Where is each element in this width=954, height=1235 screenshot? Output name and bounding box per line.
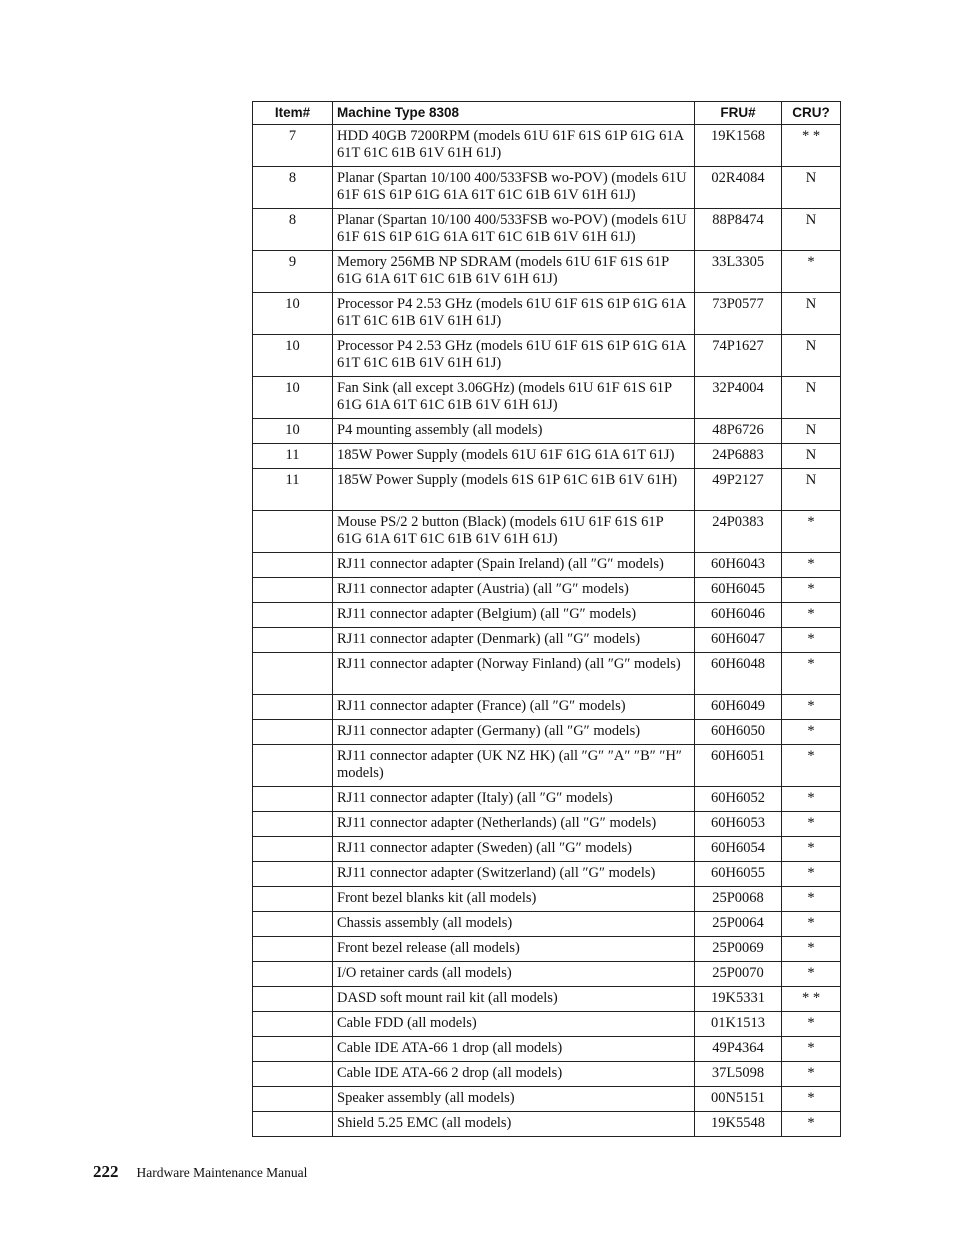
description-cell: Planar (Spartan 10/100 400/533FSB wo-POV) (models 61U 61F 61S 61P 61G 61A 61T 61C 61B 61V 61H 61J): [333, 209, 695, 251]
cru-cell: N: [782, 469, 841, 511]
description-cell: RJ11 connector adapter (Spain Ireland) (all ″G″ models): [333, 553, 695, 578]
table-row: [253, 293, 841, 335]
description-cell: Cable IDE ATA-66 2 drop (all models): [333, 1062, 695, 1087]
description-cell: Shield 5.25 EMC (all models): [333, 1112, 695, 1137]
description-cell: RJ11 connector adapter (Belgium) (all ″G″ models): [333, 603, 695, 628]
fru-cell: 60H6050: [695, 720, 782, 745]
cru-cell: N: [782, 335, 841, 377]
item-cell: [253, 603, 333, 628]
table-row: [253, 1037, 841, 1062]
cru-cell: *: [782, 812, 841, 837]
description-cell: Cable IDE ATA-66 1 drop (all models): [333, 1037, 695, 1062]
cru-cell: *: [782, 887, 841, 912]
cru-cell: *: [782, 603, 841, 628]
cru-cell: *: [782, 511, 841, 553]
cru-cell: N: [782, 293, 841, 335]
cru-cell: *: [782, 745, 841, 787]
cru-cell: *: [782, 628, 841, 653]
table-row: [253, 653, 841, 695]
item-cell: [253, 511, 333, 553]
page-footer: [93, 1162, 307, 1182]
description-cell: RJ11 connector adapter (Denmark) (all ″G″ models): [333, 628, 695, 653]
description-cell: Mouse PS/2 2 button (Black) (models 61U 61F 61S 61P 61G 61A 61T 61C 61B 61V 61H 61J): [333, 511, 695, 553]
fru-cell: 33L3305: [695, 251, 782, 293]
description-cell: Speaker assembly (all models): [333, 1087, 695, 1112]
cru-cell: *: [782, 1012, 841, 1037]
cru-cell: *: [782, 720, 841, 745]
header-cru: CRU?: [782, 102, 841, 125]
item-cell: [253, 1112, 333, 1137]
fru-cell: 60H6048: [695, 653, 782, 695]
fru-cell: 60H6052: [695, 787, 782, 812]
description-cell: Chassis assembly (all models): [333, 912, 695, 937]
cru-cell: N: [782, 419, 841, 444]
description-cell: RJ11 connector adapter (France) (all ″G″ models): [333, 695, 695, 720]
table-row: [253, 787, 841, 812]
description-cell: I/O retainer cards (all models): [333, 962, 695, 987]
header-item: Item#: [253, 102, 333, 125]
item-cell: 7: [253, 125, 333, 167]
cru-cell: N: [782, 377, 841, 419]
fru-cell: 60H6045: [695, 578, 782, 603]
cru-cell: *: [782, 787, 841, 812]
fru-cell: 48P6726: [695, 419, 782, 444]
item-cell: [253, 937, 333, 962]
table-row: [253, 745, 841, 787]
table-row: [253, 209, 841, 251]
table-row: [253, 912, 841, 937]
fru-cell: 24P6883: [695, 444, 782, 469]
item-cell: [253, 653, 333, 695]
fru-cell: 25P0069: [695, 937, 782, 962]
item-cell: [253, 862, 333, 887]
item-cell: [253, 578, 333, 603]
fru-cell: 25P0064: [695, 912, 782, 937]
fru-cell: 37L5098: [695, 1062, 782, 1087]
page-number: 222: [93, 1162, 119, 1181]
fru-cell: 00N5151: [695, 1087, 782, 1112]
description-cell: Memory 256MB NP SDRAM (models 61U 61F 61S 61P 61G 61A 61T 61C 61B 61V 61H 61J): [333, 251, 695, 293]
cru-cell: *: [782, 695, 841, 720]
description-cell: P4 mounting assembly (all models): [333, 419, 695, 444]
cru-cell: *: [782, 1112, 841, 1137]
cru-cell: *: [782, 837, 841, 862]
description-cell: Cable FDD (all models): [333, 1012, 695, 1037]
header-row: [253, 102, 841, 125]
table-row: [253, 628, 841, 653]
table-row: [253, 1087, 841, 1112]
manual-title: Hardware Maintenance Manual: [136, 1165, 308, 1180]
fru-cell: 60H6047: [695, 628, 782, 653]
header-machine-type: Machine Type 8308: [333, 102, 695, 125]
fru-cell: 60H6049: [695, 695, 782, 720]
item-cell: 10: [253, 419, 333, 444]
fru-cell: 49P4364: [695, 1037, 782, 1062]
fru-cell: 60H6046: [695, 603, 782, 628]
fru-cell: 60H6055: [695, 862, 782, 887]
table-row: [253, 251, 841, 293]
table-row: [253, 125, 841, 167]
table-body: [253, 125, 841, 1137]
table-row: [253, 1112, 841, 1137]
item-cell: 8: [253, 167, 333, 209]
item-cell: 10: [253, 377, 333, 419]
table-row: [253, 695, 841, 720]
cru-cell: *: [782, 251, 841, 293]
description-cell: RJ11 connector adapter (Norway Finland) (all ″G″ models): [333, 653, 695, 695]
item-cell: 10: [253, 335, 333, 377]
cru-cell: * *: [782, 125, 841, 167]
table-row: [253, 862, 841, 887]
description-cell: RJ11 connector adapter (Sweden) (all ″G″ models): [333, 837, 695, 862]
table-row: [253, 1062, 841, 1087]
fru-cell: 73P0577: [695, 293, 782, 335]
item-cell: [253, 553, 333, 578]
fru-cell: 19K5331: [695, 987, 782, 1012]
item-cell: [253, 887, 333, 912]
table-row: [253, 419, 841, 444]
cru-cell: *: [782, 653, 841, 695]
description-cell: RJ11 connector adapter (Italy) (all ″G″ models): [333, 787, 695, 812]
table-row: [253, 962, 841, 987]
cru-cell: *: [782, 937, 841, 962]
description-cell: RJ11 connector adapter (Austria) (all ″G″ models): [333, 578, 695, 603]
item-cell: 9: [253, 251, 333, 293]
cru-cell: * *: [782, 987, 841, 1012]
description-cell: Front bezel release (all models): [333, 937, 695, 962]
fru-cell: 49P2127: [695, 469, 782, 511]
description-cell: DASD soft mount rail kit (all models): [333, 987, 695, 1012]
fru-cell: 60H6043: [695, 553, 782, 578]
item-cell: [253, 812, 333, 837]
item-cell: 10: [253, 293, 333, 335]
cru-cell: *: [782, 553, 841, 578]
item-cell: [253, 1087, 333, 1112]
item-cell: [253, 837, 333, 862]
fru-cell: 24P0383: [695, 511, 782, 553]
table-row: [253, 1012, 841, 1037]
description-cell: Processor P4 2.53 GHz (models 61U 61F 61S 61P 61G 61A 61T 61C 61B 61V 61H 61J): [333, 335, 695, 377]
description-cell: RJ11 connector adapter (Netherlands) (all ″G″ models): [333, 812, 695, 837]
fru-cell: 74P1627: [695, 335, 782, 377]
table-row: [253, 987, 841, 1012]
fru-cell: 02R4084: [695, 167, 782, 209]
fru-cell: 60H6051: [695, 745, 782, 787]
fru-cell: 19K5548: [695, 1112, 782, 1137]
table-row: [253, 937, 841, 962]
fru-cell: 60H6054: [695, 837, 782, 862]
table-row: [253, 469, 841, 511]
table-row: [253, 887, 841, 912]
table-row: [253, 511, 841, 553]
fru-cell: 01K1513: [695, 1012, 782, 1037]
cru-cell: N: [782, 167, 841, 209]
table-row: [253, 335, 841, 377]
description-cell: RJ11 connector adapter (UK NZ HK) (all ″G″ ″A″ ″B″ ″H″ models): [333, 745, 695, 787]
fru-cell: 19K1568: [695, 125, 782, 167]
item-cell: [253, 912, 333, 937]
cru-cell: *: [782, 912, 841, 937]
parts-table: [252, 101, 841, 1137]
table-row: [253, 578, 841, 603]
item-cell: [253, 745, 333, 787]
item-cell: 11: [253, 444, 333, 469]
description-cell: 185W Power Supply (models 61U 61F 61G 61A 61T 61J): [333, 444, 695, 469]
description-cell: RJ11 connector adapter (Germany) (all ″G″ models): [333, 720, 695, 745]
table-row: [253, 167, 841, 209]
table-row: [253, 837, 841, 862]
description-cell: Planar (Spartan 10/100 400/533FSB wo-POV) (models 61U 61F 61S 61P 61G 61A 61T 61C 61B 61V 61H 61J): [333, 167, 695, 209]
item-cell: [253, 628, 333, 653]
cru-cell: *: [782, 1087, 841, 1112]
description-cell: Processor P4 2.53 GHz (models 61U 61F 61S 61P 61G 61A 61T 61C 61B 61V 61H 61J): [333, 293, 695, 335]
description-cell: HDD 40GB 7200RPM (models 61U 61F 61S 61P 61G 61A 61T 61C 61B 61V 61H 61J): [333, 125, 695, 167]
table-header: [253, 102, 841, 125]
cru-cell: *: [782, 578, 841, 603]
fru-cell: 60H6053: [695, 812, 782, 837]
header-fru: FRU#: [695, 102, 782, 125]
table-row: [253, 603, 841, 628]
item-cell: [253, 720, 333, 745]
item-cell: [253, 1037, 333, 1062]
cru-cell: N: [782, 209, 841, 251]
fru-cell: 88P8474: [695, 209, 782, 251]
table-row: [253, 553, 841, 578]
table-row: [253, 444, 841, 469]
cru-cell: *: [782, 1062, 841, 1087]
fru-cell: 25P0070: [695, 962, 782, 987]
item-cell: [253, 1012, 333, 1037]
item-cell: [253, 962, 333, 987]
description-cell: Front bezel blanks kit (all models): [333, 887, 695, 912]
cru-cell: *: [782, 1037, 841, 1062]
cru-cell: N: [782, 444, 841, 469]
fru-cell: 32P4004: [695, 377, 782, 419]
fru-cell: 25P0068: [695, 887, 782, 912]
description-cell: Fan Sink (all except 3.06GHz) (models 61U 61F 61S 61P 61G 61A 61T 61C 61B 61V 61H 61J): [333, 377, 695, 419]
cru-cell: *: [782, 862, 841, 887]
item-cell: 8: [253, 209, 333, 251]
description-cell: RJ11 connector adapter (Switzerland) (all ″G″ models): [333, 862, 695, 887]
table-row: [253, 720, 841, 745]
item-cell: [253, 987, 333, 1012]
item-cell: [253, 1062, 333, 1087]
description-cell: 185W Power Supply (models 61S 61P 61C 61B 61V 61H): [333, 469, 695, 511]
table-row: [253, 812, 841, 837]
item-cell: 11: [253, 469, 333, 511]
item-cell: [253, 787, 333, 812]
cru-cell: *: [782, 962, 841, 987]
table-row: [253, 377, 841, 419]
item-cell: [253, 695, 333, 720]
